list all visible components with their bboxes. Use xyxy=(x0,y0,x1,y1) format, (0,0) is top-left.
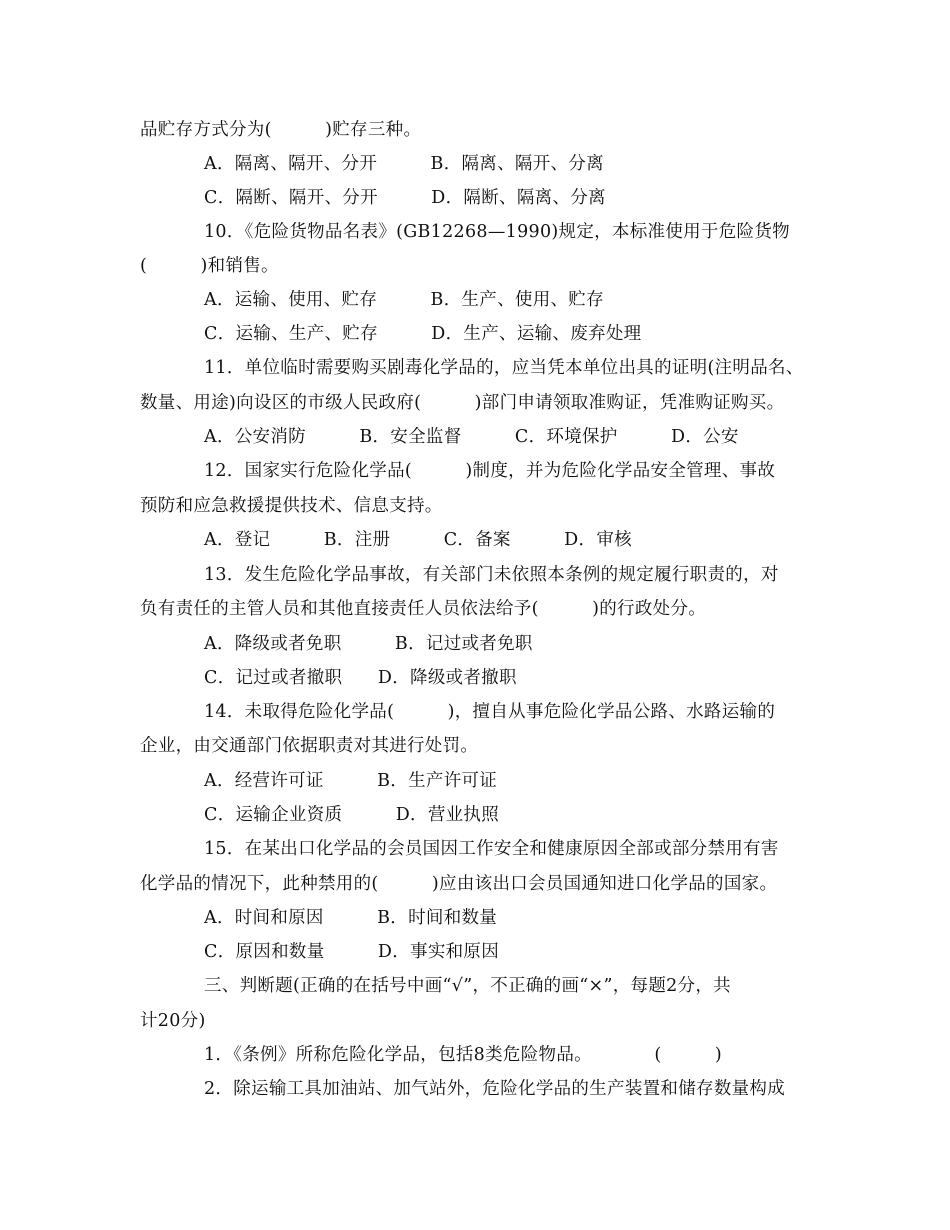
question-13-continuation: 负有责任的主管人员和其他直接责任人员依法给予( )的行政处分。 xyxy=(140,599,707,619)
question-11-continuation: 数量、用途)向设区的市级人民政府( )部门申请领取准购证，凭准购证购买。 xyxy=(140,393,785,413)
option-line-q14-cd: C．运输企业资质 D．营业执照 xyxy=(204,805,500,825)
question-11-text: 11．单位临时需要购买剧毒化学品的，应当凭本单位出具的证明(注明品名、 xyxy=(204,358,804,378)
judgment-item-1: 1．《条例》所称危险化学品，包括8类危险物品。 ( ) xyxy=(204,1045,723,1065)
option-line-q9-ab: A．隔离、隔开、分开 B．隔离、隔开、分离 xyxy=(204,154,604,174)
text-line-question-9-continuation: 品贮存方式分为( )贮存三种。 xyxy=(140,120,422,140)
question-13-text: 13．发生危险化学品事故，有关部门未依照本条例的规定履行职责的，对 xyxy=(204,565,779,585)
question-10-text: 10．《危险货物品名表》(GB12268—1990)规定，本标准使用于危险货物 xyxy=(204,222,790,242)
question-15-text: 15．在某出口化学品的会员国因工作安全和健康原因全部或部分禁用有害 xyxy=(204,839,779,859)
option-line-q11: A．公安消防 B．安全监督 C．环境保护 D．公安 xyxy=(204,427,739,447)
judgment-item-2: 2．除运输工具加油站、加气站外，危险化学品的生产装置和储存数量构成 xyxy=(204,1079,786,1099)
question-12-text: 12．国家实行危险化学品( )制度，并为危险化学品安全管理、事故 xyxy=(204,461,776,481)
option-line-q14-ab: A．经营许可证 B．生产许可证 xyxy=(204,771,498,791)
option-line-q10-cd: C．运输、生产、贮存 D．生产、运输、废弃处理 xyxy=(204,324,642,344)
option-line-q15-cd: C．原因和数量 D．事实和原因 xyxy=(204,942,500,962)
question-15-continuation: 化学品的情况下，此种禁用的( )应由该出口会员国通知进口化学品的国家。 xyxy=(140,874,778,894)
question-14-text: 14．未取得危险化学品( )，擅自从事危险化学品公路、水路运输的 xyxy=(204,702,776,722)
question-10-continuation: ( )和销售。 xyxy=(140,256,279,276)
option-line-q13-ab: A．降级或者免职 B．记过或者免职 xyxy=(204,634,533,654)
option-line-q15-ab: A．时间和原因 B．时间和数量 xyxy=(204,908,498,928)
option-line-q12: A．登记 B．注册 C．备案 D．审核 xyxy=(204,530,632,550)
option-line-q9-cd: C．隔断、隔开、分开 D．隔断、隔离、分离 xyxy=(204,188,606,208)
option-line-q13-cd: C．记过或者撤职 D．降级或者撤职 xyxy=(204,668,517,688)
option-line-q10-ab: A．运输、使用、贮存 B．生产、使用、贮存 xyxy=(204,290,604,310)
question-12-continuation: 预防和应急救援提供技术、信息支持。 xyxy=(140,496,443,516)
section-heading-continuation: 计20分) xyxy=(140,1011,206,1031)
question-14-continuation: 企业，由交通部门依据职责对其进行处罚。 xyxy=(140,736,479,756)
section-heading-judgment: 三、判断题(正确的在括号中画“√”，不正确的画“×”，每题2分，共 xyxy=(204,976,731,996)
